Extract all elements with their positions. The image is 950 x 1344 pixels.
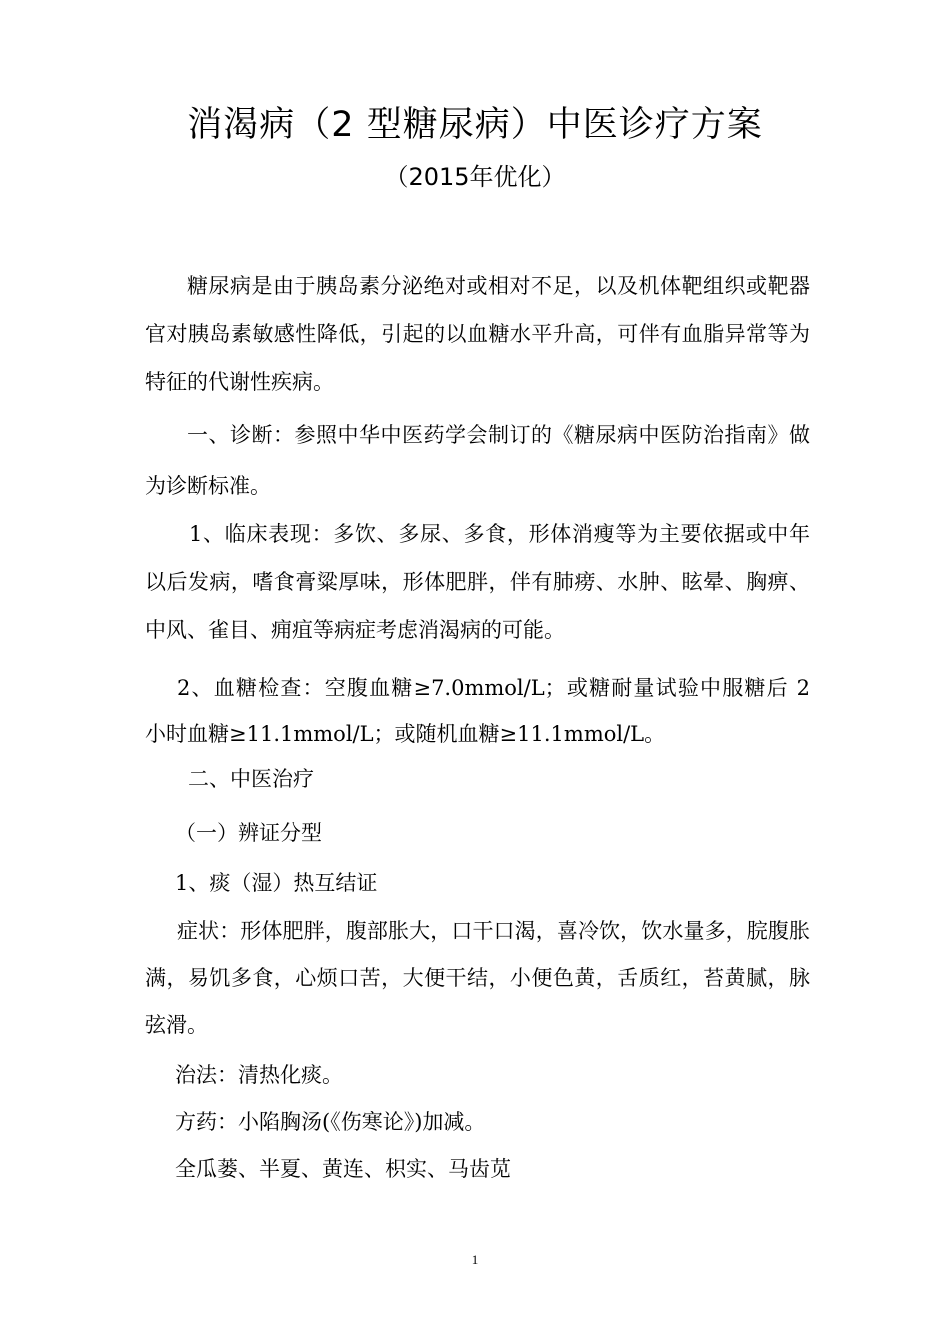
heading-syndrome-classification: （一）辨证分型	[175, 821, 322, 845]
paragraph-symptoms: 症状：形体肥胖，腹部胀大，口干口渴，喜冷饮，饮水量多，脘腹胀满，易饥多食，心烦口苦，大便干结，小便色黄，舌质红，苔黄腻，脉弦滑。	[145, 919, 810, 1037]
paragraph-herbs: 全瓜蒌、半夏、黄连、枳实、马齿苋	[175, 1157, 511, 1181]
paragraph-intro: 糖尿病是由于胰岛素分泌绝对或相对不足，以及机体靶组织或靶器官对胰岛素敏感性降低，引起的以血糖水平升高，可伴有血脂异常等为特征的代谢性疾病。	[145, 274, 810, 394]
paragraph-treatment-method: 治法：清热化痰。	[175, 1063, 343, 1087]
paragraph-formula: 方药：小陷胸汤(《伤寒论》)加减。	[175, 1110, 486, 1134]
heading-tcm-treatment: 二、中医治疗	[188, 767, 314, 791]
paragraph-blood-glucose: 2、血糖检查：空腹血糖≥7.0mmol/L；或糖耐量试验中服糖后 2 小时血糖≥11.1mmol/L；或随机血糖≥11.1mmol/L。	[145, 676, 810, 746]
paragraph-diagnosis: 一、诊断：参照中华中医药学会制订的《糖尿病中医防治指南》做为诊断标准。	[145, 423, 810, 498]
document-subtitle: （2015年优化）	[384, 163, 566, 191]
paragraph-clinical-presentation: 1、临床表现：多饮、多尿、多食，形体消瘦等为主要依据或中年以后发病，嗜食膏粱厚味，形体肥胖，伴有肺痨、水肿、眩晕、胸痹、中风、雀目、痈疽等病症考虑消渴病的可能。	[145, 522, 810, 642]
heading-syndrome-1: 1、痰（湿）热互结证	[175, 871, 378, 895]
document-title: 消渴病（2 型糖尿病）中医诊疗方案	[187, 105, 763, 145]
page-number: 1	[471, 1252, 479, 1267]
